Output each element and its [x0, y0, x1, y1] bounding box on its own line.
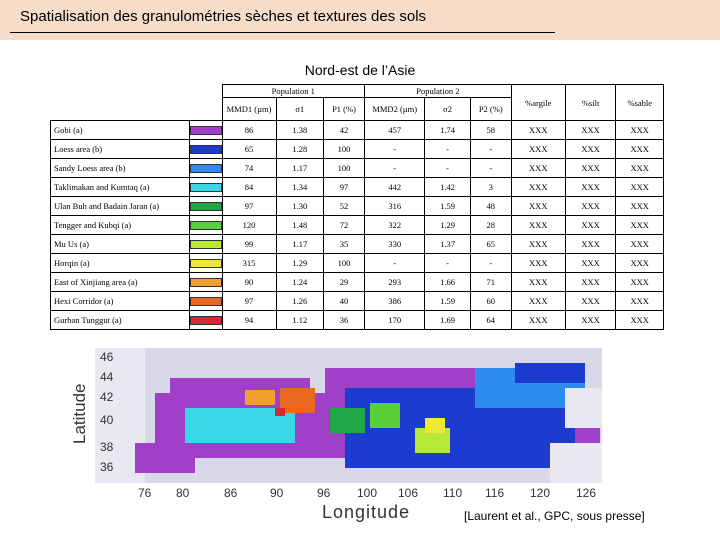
slide-title: Spatialisation des granulométries sèches et textures des sols: [20, 8, 427, 25]
latitude-tick-label: 40: [100, 413, 114, 427]
table-cell: XXX: [511, 292, 565, 311]
table-cell: -: [470, 254, 511, 273]
table-cell: 74: [222, 159, 276, 178]
table-cell: 100: [323, 140, 364, 159]
col-header-argile: %argile: [511, 85, 565, 121]
table-cell: XXX: [565, 273, 616, 292]
table-cell: 1.34: [276, 178, 323, 197]
latitude-axis-title: Latitude: [70, 383, 89, 444]
table-cell: 1.59: [425, 197, 470, 216]
table-cell: 1.29: [425, 216, 470, 235]
col-header-mmd1: MMD1 (µm): [222, 98, 276, 121]
table-cell: XXX: [565, 197, 616, 216]
population-2-header: Population 2: [365, 85, 512, 98]
table-cell: XXX: [616, 292, 664, 311]
table-cell: 94: [222, 311, 276, 330]
table-cell: 97: [222, 292, 276, 311]
table-row: [51, 235, 664, 254]
legend-swatch: [190, 297, 222, 306]
latitude-tick-label: 44: [100, 370, 114, 384]
region-name: Ulan Buh and Badain Jaran (a): [51, 197, 190, 216]
citation: [Laurent et al., GPC, sous presse]: [464, 509, 645, 523]
legend-swatch: [190, 316, 222, 325]
table-cell: 442: [365, 178, 425, 197]
table-row: [51, 216, 664, 235]
table-cell: -: [365, 254, 425, 273]
table-cell: XXX: [565, 292, 616, 311]
table-cell: 315: [222, 254, 276, 273]
col-header-sigma1: σ1: [276, 98, 323, 121]
region-name: Loess area (b): [51, 140, 190, 159]
table-cell: XXX: [565, 311, 616, 330]
hexi-corridor-region: [280, 388, 315, 413]
table-cell: XXX: [616, 178, 664, 197]
table-cell: 86: [222, 121, 276, 140]
table-cell: 42: [323, 121, 364, 140]
table-row: [51, 178, 664, 197]
table-cell: -: [365, 159, 425, 178]
table-cell: 52: [323, 197, 364, 216]
table-cell: XXX: [616, 254, 664, 273]
longitude-tick-label: 86: [224, 486, 238, 500]
table-cell: 293: [365, 273, 425, 292]
table-cell: -: [470, 159, 511, 178]
east-xinjiang-region: [245, 390, 275, 405]
table-cell: 100: [323, 254, 364, 273]
longitude-tick-label: 100: [357, 486, 378, 500]
region-name: Horqin (a): [51, 254, 190, 273]
population-1-header: Population 1: [222, 85, 364, 98]
col-header-mmd2: MMD2 (µm): [365, 98, 425, 121]
table-cell: 1.12: [276, 311, 323, 330]
table-cell: 1.17: [276, 235, 323, 254]
table-cell: 1.42: [425, 178, 470, 197]
longitude-tick-label: 96: [317, 486, 331, 500]
region-name: Mu Us (a): [51, 235, 190, 254]
table-row: [51, 159, 664, 178]
legend-swatch: [190, 278, 222, 287]
col-header-sigma2: σ2: [425, 98, 470, 121]
table-cell: 1.28: [276, 140, 323, 159]
sea-area: [565, 388, 602, 428]
legend-swatch: [190, 240, 222, 249]
region-name: East of Xinjiang area (a): [51, 273, 190, 292]
table-cell: 65: [470, 235, 511, 254]
table-cell: 1.38: [276, 121, 323, 140]
table-cell: 84: [222, 178, 276, 197]
table-cell: XXX: [565, 235, 616, 254]
longitude-tick-label: 90: [270, 486, 284, 500]
table-cell: XXX: [616, 140, 664, 159]
latitude-tick-label: 42: [100, 390, 114, 404]
section-subtitle: Nord-est de l’Asie: [304, 62, 416, 78]
table-cell: 64: [470, 311, 511, 330]
col-header-silt: %silt: [565, 85, 616, 121]
region-name: Sandy Loess area (b): [51, 159, 190, 178]
table-cell: XXX: [511, 273, 565, 292]
table-cell: 330: [365, 235, 425, 254]
table-cell: 1.48: [276, 216, 323, 235]
longitude-tick-label: 110: [443, 486, 463, 500]
table-cell: -: [365, 140, 425, 159]
table-cell: XXX: [616, 311, 664, 330]
region-name: Tengger and Kubqi (a): [51, 216, 190, 235]
table-cell: XXX: [565, 178, 616, 197]
table-cell: XXX: [565, 121, 616, 140]
table-cell: XXX: [511, 197, 565, 216]
table-cell: 90: [222, 273, 276, 292]
table-cell: 99: [222, 235, 276, 254]
legend-swatch: [190, 164, 222, 173]
table-row: [51, 254, 664, 273]
table-cell: XXX: [511, 121, 565, 140]
gobi-region: [135, 443, 195, 473]
dust-source-map: [95, 348, 602, 483]
loess-region: [515, 363, 585, 383]
table-cell: 35: [323, 235, 364, 254]
longitude-tick-label: 80: [176, 486, 190, 500]
region-name: Hexi Corridor (a): [51, 292, 190, 311]
table-cell: -: [425, 140, 470, 159]
tengger-region: [370, 403, 400, 428]
legend-swatch: [190, 259, 222, 268]
table-cell: 386: [365, 292, 425, 311]
legend-swatch: [190, 221, 222, 230]
table-cell: XXX: [616, 235, 664, 254]
col-header-p2: P2 (%): [470, 98, 511, 121]
table-cell: XXX: [616, 197, 664, 216]
latitude-tick-label: 38: [100, 440, 114, 454]
legend-swatch: [190, 126, 222, 135]
table-row: [51, 140, 664, 159]
gurban-region: [275, 408, 285, 416]
table-cell: 1.29: [276, 254, 323, 273]
longitude-tick-label: 116: [485, 486, 505, 500]
col-header-p1: P1 (%): [323, 98, 364, 121]
latitude-tick-label: 46: [100, 350, 114, 364]
table-cell: 97: [222, 197, 276, 216]
table-row: [51, 292, 664, 311]
table-cell: XXX: [511, 216, 565, 235]
granulometry-table: [50, 84, 664, 330]
table-cell: 58: [470, 121, 511, 140]
table-cell: XXX: [511, 311, 565, 330]
table-cell: -: [425, 254, 470, 273]
region-name: Taklimakan and Kumtaq (a): [51, 178, 190, 197]
table-cell: 120: [222, 216, 276, 235]
table-cell: 1.66: [425, 273, 470, 292]
legend-swatch: [190, 183, 222, 192]
table-cell: 100: [323, 159, 364, 178]
table-cell: 40: [323, 292, 364, 311]
table-cell: 72: [323, 216, 364, 235]
table-cell: XXX: [565, 216, 616, 235]
latitude-tick-label: 36: [100, 460, 114, 474]
table-cell: 316: [365, 197, 425, 216]
region-name: Gobi (a): [51, 121, 190, 140]
table-cell: XXX: [511, 140, 565, 159]
table-cell: 3: [470, 178, 511, 197]
table-cell: 28: [470, 216, 511, 235]
table-row: [51, 311, 664, 330]
table-cell: 1.17: [276, 159, 323, 178]
longitude-tick-label: 106: [398, 486, 419, 500]
table-cell: XXX: [616, 121, 664, 140]
table-cell: XXX: [565, 254, 616, 273]
longitude-tick-label: 120: [530, 486, 551, 500]
longitude-tick-label: 76: [138, 486, 152, 500]
table-row: [51, 273, 664, 292]
table-cell: 48: [470, 197, 511, 216]
region-name: Gurban Tunggut (a): [51, 311, 190, 330]
table-row: [51, 121, 664, 140]
longitude-axis-title: Longitude: [322, 502, 411, 522]
legend-swatch: [190, 145, 222, 154]
table-cell: 457: [365, 121, 425, 140]
table-cell: 1.69: [425, 311, 470, 330]
ulan-buh-region: [330, 408, 365, 433]
table-cell: 322: [365, 216, 425, 235]
title-underline: [10, 32, 555, 33]
table-cell: 1.30: [276, 197, 323, 216]
table-cell: XXX: [616, 159, 664, 178]
table-cell: 1.74: [425, 121, 470, 140]
table-cell: XXX: [616, 273, 664, 292]
table-cell: -: [470, 140, 511, 159]
table-cell: 29: [323, 273, 364, 292]
table-cell: 60: [470, 292, 511, 311]
table-cell: 1.26: [276, 292, 323, 311]
table-cell: 170: [365, 311, 425, 330]
table-cell: 97: [323, 178, 364, 197]
table-cell: XXX: [565, 140, 616, 159]
table-cell: XXX: [511, 159, 565, 178]
table-cell: XXX: [511, 235, 565, 254]
table-cell: 1.24: [276, 273, 323, 292]
sea-area: [550, 443, 602, 483]
horqin-region: [425, 418, 445, 433]
col-header-sable: %sable: [616, 85, 664, 121]
table-cell: 1.37: [425, 235, 470, 254]
table-row: [51, 197, 664, 216]
table-cell: 1.59: [425, 292, 470, 311]
legend-swatch: [190, 202, 222, 211]
table-cell: 65: [222, 140, 276, 159]
table-cell: XXX: [511, 254, 565, 273]
table-cell: -: [425, 159, 470, 178]
table-cell: XXX: [511, 178, 565, 197]
table-cell: 71: [470, 273, 511, 292]
table-cell: 36: [323, 311, 364, 330]
longitude-tick-label: 126: [576, 486, 597, 500]
table-cell: XXX: [565, 159, 616, 178]
table-cell: XXX: [616, 216, 664, 235]
